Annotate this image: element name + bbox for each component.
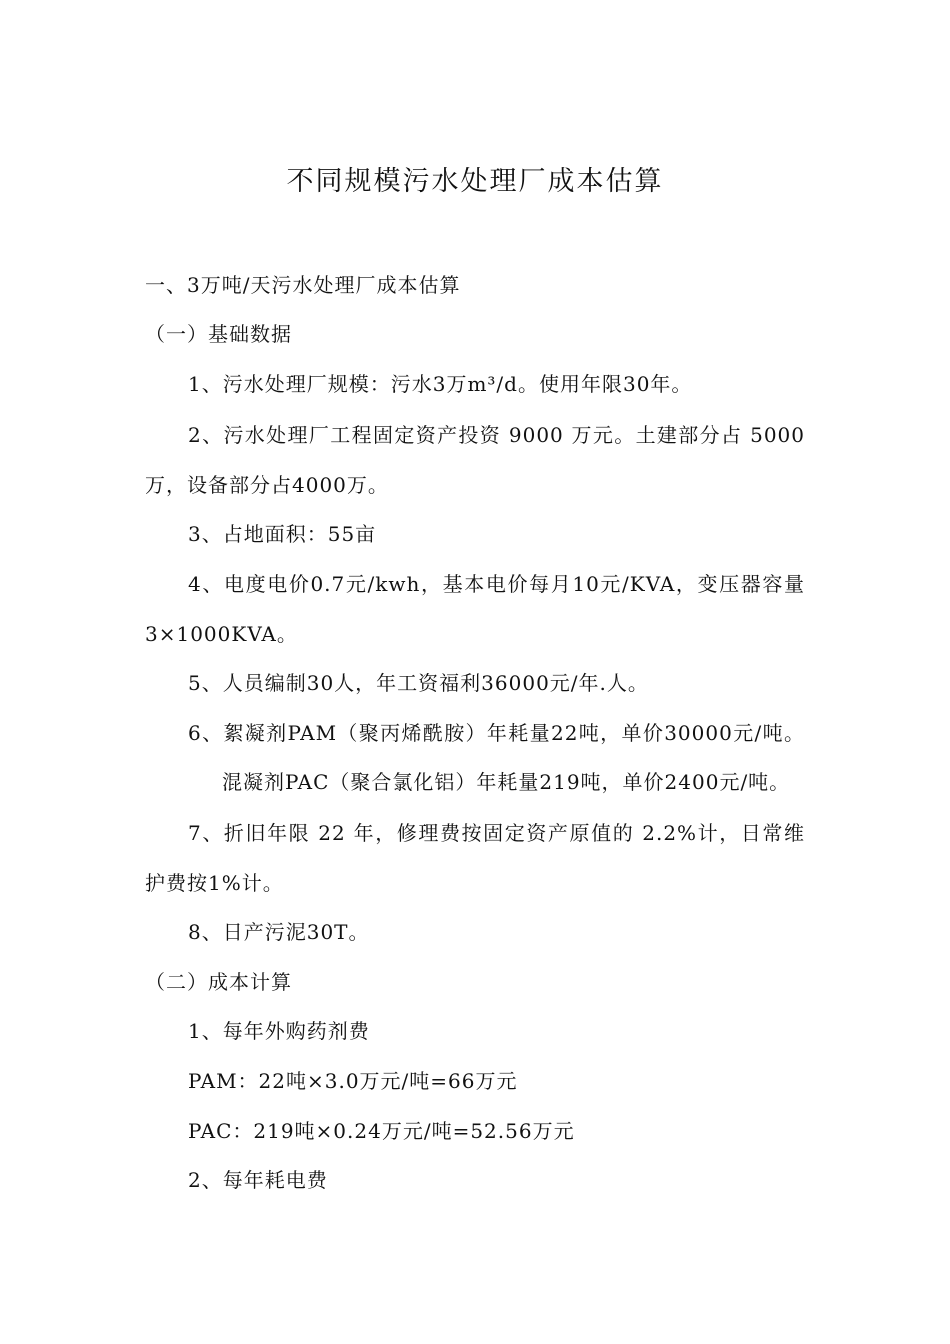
calculation-line: PAC：219吨×0.24万元/吨=52.56万元 bbox=[188, 1119, 575, 1143]
paragraph-line: 混凝剂PAC（聚合氯化铝）年耗量219吨，单价2400元/吨。 bbox=[222, 770, 791, 794]
subsection-heading: （一）基础数据 bbox=[145, 322, 292, 346]
paragraph-line: 6、絮凝剂PAM（聚丙烯酰胺）年耗量22吨，单价30000元/吨。 bbox=[188, 721, 805, 745]
paragraph-line: 2、每年耗电费 bbox=[188, 1168, 328, 1192]
paragraph-line: 3、占地面积：55亩 bbox=[188, 522, 377, 546]
paragraph-line: 4、电度电价0.7元/kwh，基本电价每月10元/KVA，变压器容量 bbox=[188, 572, 805, 596]
paragraph-line: 5、人员编制30人，年工资福利36000元/年.人。 bbox=[188, 671, 649, 695]
calculation-line: PAM：22吨×3.0万元/吨=66万元 bbox=[188, 1069, 518, 1093]
paragraph-line: 万，设备部分占4000万。 bbox=[145, 473, 389, 497]
paragraph-line: 2、污水处理厂工程固定资产投资 9000 万元。土建部分占 5000 bbox=[188, 423, 805, 447]
paragraph-line: 1、污水处理厂规模：污水3万m³/d。使用年限30年。 bbox=[188, 372, 693, 396]
subsection-heading: （二）成本计算 bbox=[145, 970, 292, 994]
paragraph-line: 7、折旧年限 22 年，修理费按固定资产原值的 2.2%计，日常维 bbox=[188, 821, 805, 845]
paragraph-line: 3×1000KVA。 bbox=[145, 622, 298, 646]
paragraph-line: 8、日产污泥30T。 bbox=[188, 920, 370, 944]
section-heading: 一、3万吨/天污水处理厂成本估算 bbox=[145, 273, 461, 297]
paragraph-line: 1、每年外购药剂费 bbox=[188, 1019, 370, 1043]
paragraph-line: 护费按1%计。 bbox=[145, 871, 284, 895]
document-title: 不同规模污水处理厂成本估算 bbox=[286, 166, 664, 197]
